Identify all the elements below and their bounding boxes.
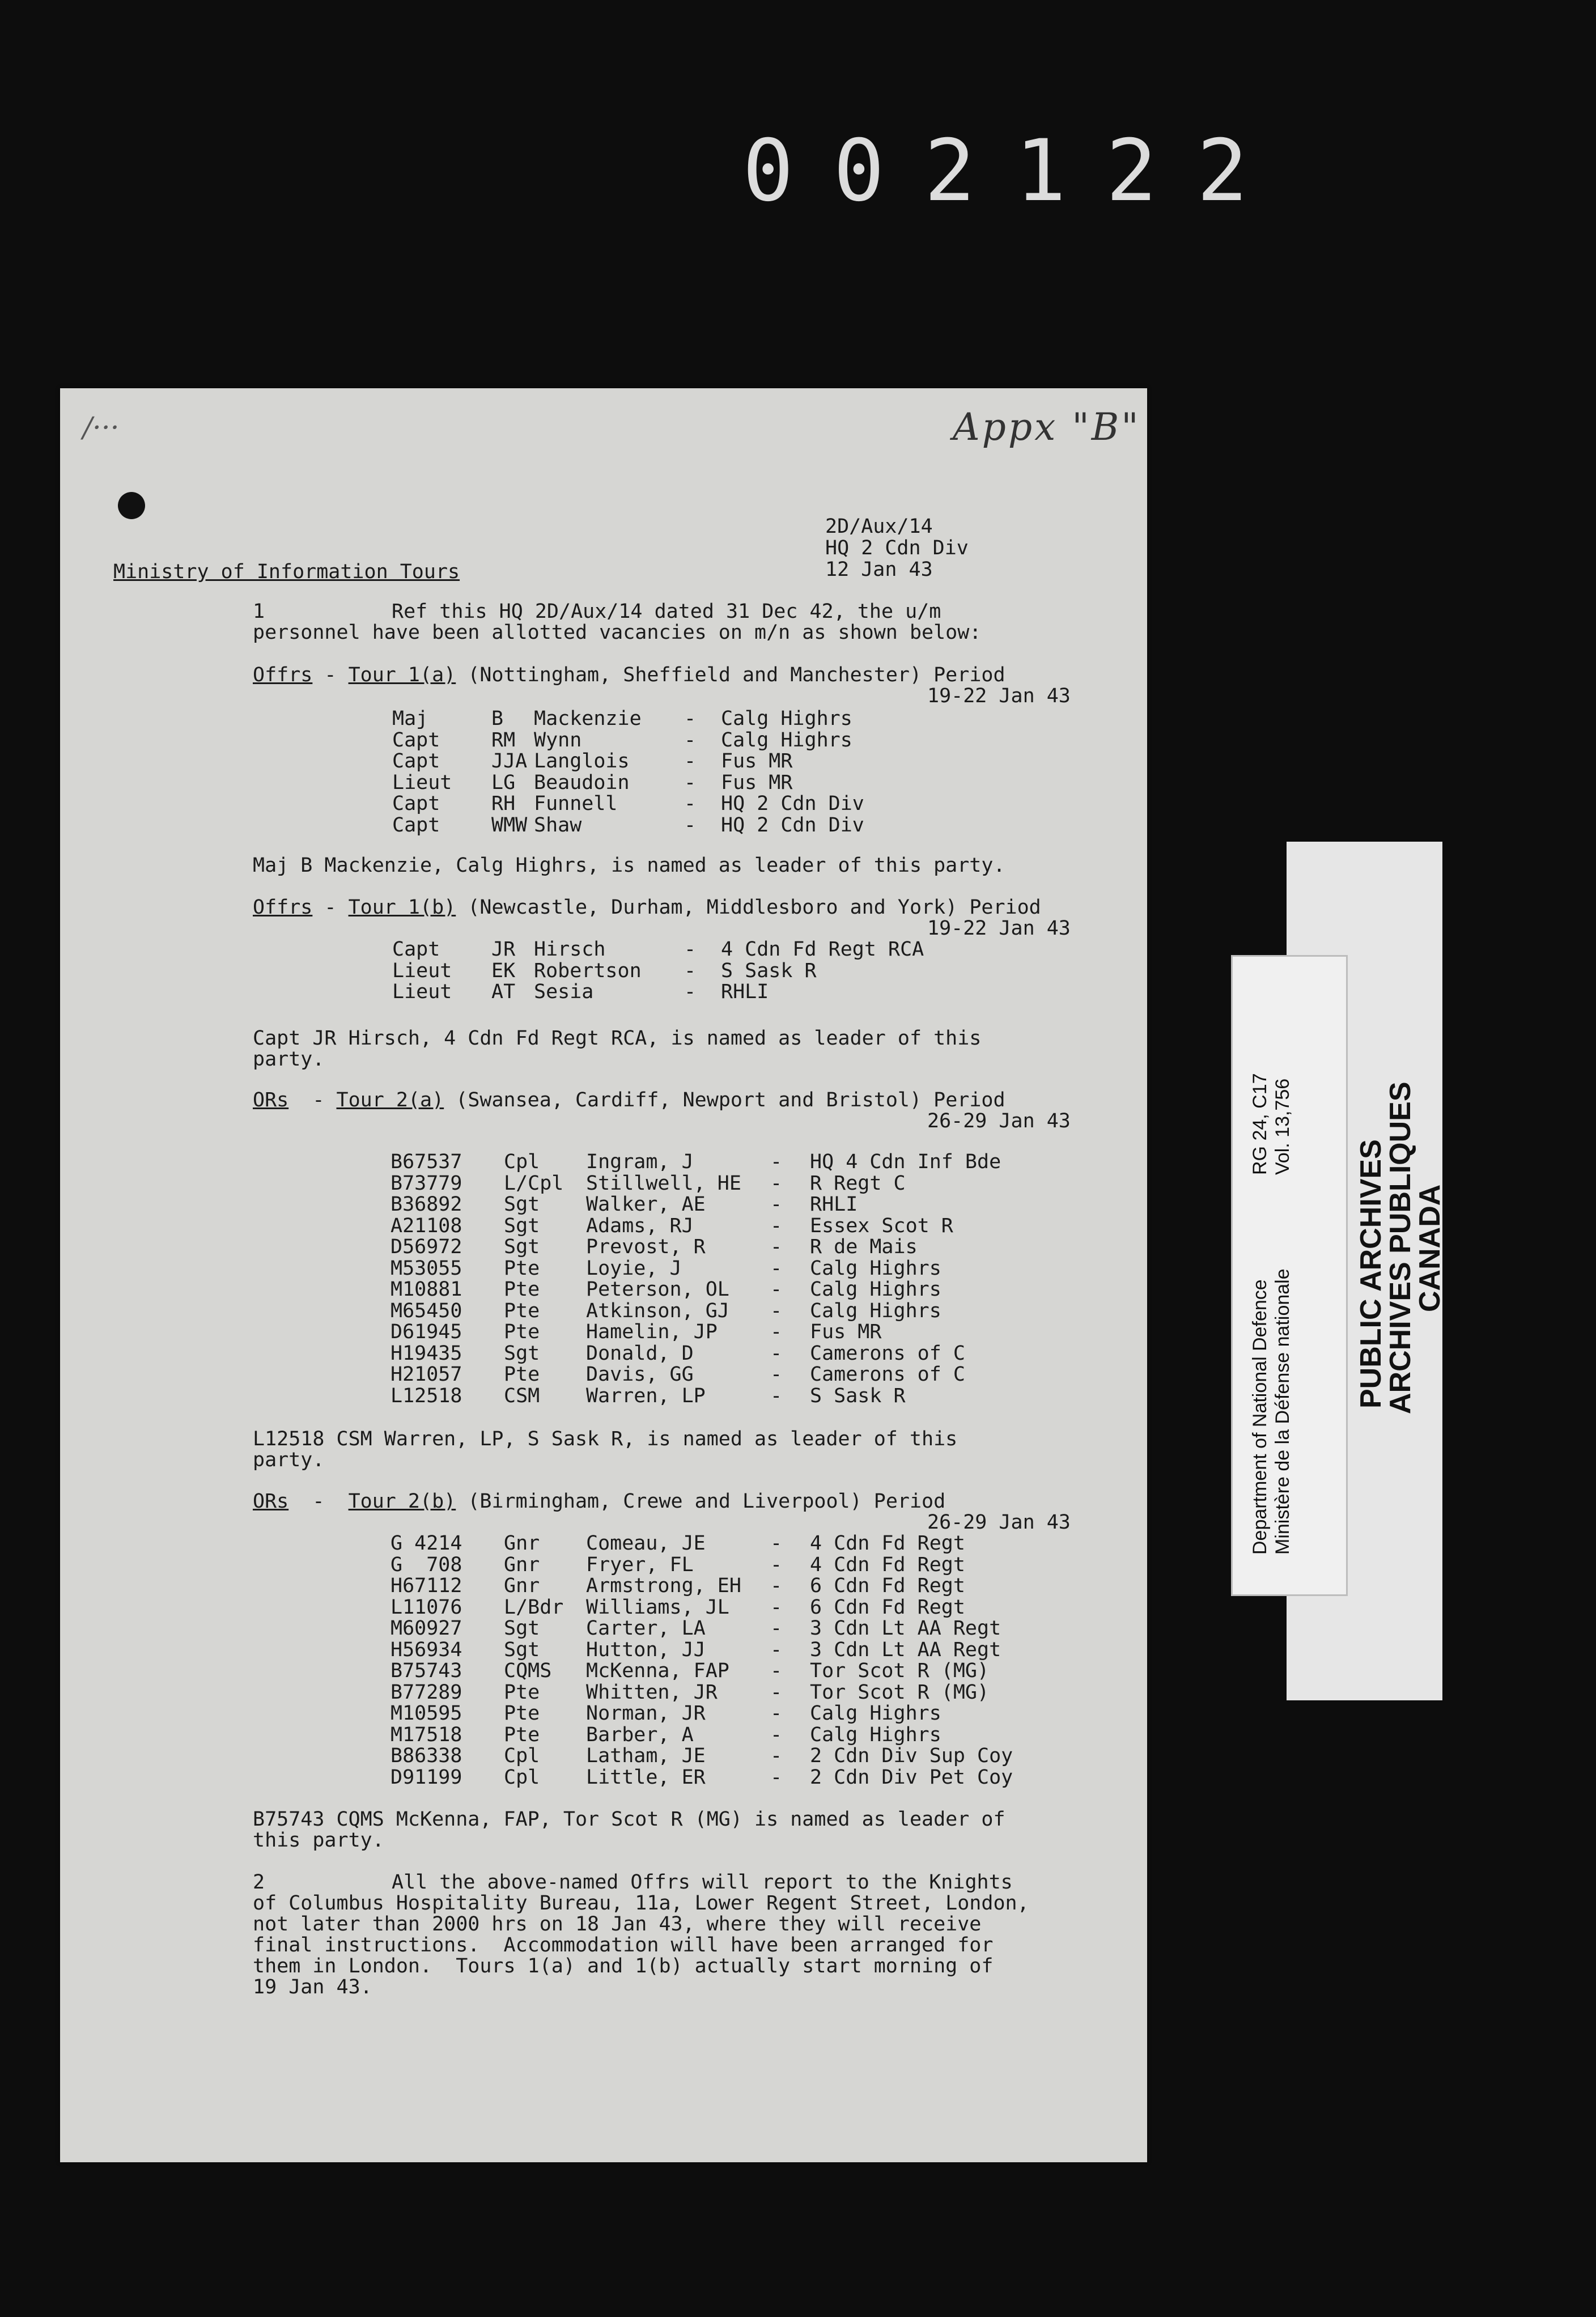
para2-line: not later than 2000 hrs on 18 Jan 43, where they will receive	[253, 1913, 982, 1936]
surname: Langlois	[534, 750, 630, 773]
archive-country: CANADA	[1414, 1184, 1446, 1312]
rank: Capt	[392, 813, 440, 837]
tour2a-category: ORs	[253, 1089, 289, 1111]
tour1a-category: Offrs	[253, 664, 313, 686]
soldier-name: Stillwell, HE	[586, 1172, 741, 1195]
tour2a-leader-line2: party.	[253, 1449, 325, 1471]
initials: EK	[491, 959, 516, 982]
rank: Pte	[504, 1723, 540, 1746]
soldier-name: Prevost, R	[586, 1236, 706, 1258]
unit: Calg Highrs	[810, 1278, 941, 1301]
unit: Calg Highrs	[810, 1702, 941, 1725]
para2-line: 19 Jan 43.	[253, 1976, 372, 1998]
soldier-name: Donald, D	[586, 1342, 694, 1365]
unit: Calg Highrs	[810, 1257, 941, 1280]
rank: Sgt	[504, 1617, 540, 1640]
initials: JJA	[491, 750, 528, 773]
soldier-name: Barber, A	[586, 1723, 694, 1746]
soldier-name: Hamelin, JP	[586, 1321, 718, 1343]
soldier-name: Latham, JE	[586, 1745, 706, 1767]
unit: 3 Cdn Lt AA Regt	[810, 1617, 1001, 1640]
tour1b-dates: 19-22 Jan 43	[927, 917, 1071, 940]
initials: JR	[491, 938, 516, 961]
unit: 4 Cdn Fd Regt RCA	[721, 938, 924, 961]
volume-ref: Vol. 13,756	[1272, 1078, 1293, 1175]
soldier-name: Whitten, JR	[586, 1681, 718, 1704]
punch-hole	[118, 492, 145, 519]
unit: Fus MR	[721, 750, 793, 773]
unit: S Sask R	[810, 1384, 906, 1407]
para2-line: All the above-named Offrs will report to the Knights	[392, 1871, 1013, 1894]
rank: Pte	[504, 1278, 540, 1301]
tour2a-dates: 26-29 Jan 43	[927, 1110, 1071, 1132]
tour2b-leader-line1: B75743 CQMS McKenna, FAP, Tor Scot R (MG) is named as leader of	[253, 1808, 1005, 1831]
rank: Capt	[392, 792, 440, 815]
unit: Tor Scot R (MG)	[810, 1660, 990, 1682]
rank: Capt	[392, 750, 440, 773]
surname: Hirsch	[534, 938, 606, 961]
rank: CSM	[504, 1384, 540, 1407]
unit: HQ 4 Cdn Inf Bde	[810, 1151, 1001, 1173]
soldier-name: Norman, JR	[586, 1702, 706, 1725]
surname: Wynn	[534, 728, 582, 752]
service-number: M10595	[390, 1702, 462, 1725]
rank: L/Cpl	[504, 1172, 564, 1195]
rank: Lieut	[392, 959, 452, 982]
rank: Gnr	[504, 1553, 540, 1576]
service-number: H56934	[390, 1638, 462, 1661]
initials: RH	[491, 792, 516, 815]
unit: HQ 2 Cdn Div	[721, 792, 864, 815]
tour2b-heading: ORs - Tour 2(b) (Birmingham, Crewe and Liverpool) Period	[253, 1490, 946, 1513]
unit: R de Mais	[810, 1236, 918, 1258]
unit: Essex Scot R	[810, 1214, 953, 1237]
unit: 2 Cdn Div Sup Coy	[810, 1745, 1013, 1767]
service-number: B73779	[390, 1172, 462, 1195]
unit: 6 Cdn Fd Regt	[810, 1575, 965, 1597]
issuing-unit: HQ 2 Cdn Div	[825, 537, 969, 559]
unit: HQ 2 Cdn Div	[721, 813, 864, 837]
tour1b-leader-line1: Capt JR Hirsch, 4 Cdn Fd Regt RCA, is named as leader of this	[253, 1027, 982, 1050]
soldier-name: Comeau, JE	[586, 1532, 706, 1555]
unit: R Regt C	[810, 1172, 906, 1195]
soldier-name: Williams, JL	[586, 1595, 729, 1619]
department-en: Department of National Defence	[1249, 1279, 1271, 1555]
soldier-name: Ingram, J	[586, 1151, 694, 1173]
soldier-name: Davis, GG	[586, 1363, 694, 1386]
rank: Sgt	[504, 1342, 540, 1365]
service-number: B75743	[390, 1660, 462, 1682]
tour2b-category: ORs	[253, 1490, 289, 1513]
soldier-name: Armstrong, EH	[586, 1575, 741, 1597]
rank: Pte	[504, 1681, 540, 1704]
rank: Lieut	[392, 981, 452, 1003]
rank: Sgt	[504, 1214, 540, 1237]
para1-line2: personnel have been allotted vacancies on m/n as shown below:	[253, 621, 982, 644]
service-number: M65450	[390, 1299, 462, 1322]
unit: 4 Cdn Fd Regt	[810, 1553, 965, 1576]
rank: Cpl	[504, 1151, 540, 1173]
document-header	[825, 516, 969, 580]
para2-line: final instructions. Accommodation will have been arranged for	[253, 1934, 994, 1957]
tour1b-category: Offrs	[253, 896, 313, 919]
service-number: B86338	[390, 1745, 462, 1767]
tour2a-leader-line1: L12518 CSM Warren, LP, S Sask R, is named as leader of this	[253, 1428, 958, 1450]
service-number: G 708	[390, 1553, 462, 1576]
unit: Fus MR	[721, 771, 793, 794]
service-number: G 4214	[390, 1532, 462, 1555]
service-number: A21108	[390, 1214, 462, 1237]
unit: RHLI	[810, 1193, 858, 1216]
tour2b-name: Tour 2(b)	[348, 1490, 456, 1513]
tour2a-heading: ORs - Tour 2(a) (Swansea, Cardiff, Newport and Bristol) Period	[253, 1089, 1005, 1111]
initials: WMW	[491, 813, 528, 837]
service-number: M60927	[390, 1617, 462, 1640]
rank: Sgt	[504, 1236, 540, 1258]
document-page: /··· Appx "B" 2D/Aux/14 HQ 2 Cdn Div 12 Jan 43 Ministry of Information Tours 1 Ref this HQ 2D/Aux/14 dated 31 Dec 42, the u/m personnel have been allotted vacancies on m/n as shown below: Offrs - Tour 1(a) (Nottingham, Sheffield and Manchester) Period 19-22 Jan 43 Maj B Mackenzie - Calg Highrs Capt RM Wynn - Calg Highrs Capt JJA Langlois - Fus MR Lieut LG Beaudoin - Fus MR Capt RH Funnell - HQ 2 Cdn Div Capt WMW Shaw - HQ 2 Cdn Div Maj B Mackenzie, Calg Highrs, is named as leader of this party. Offrs - Tour 1(b) (Newcastle, Durham, Middlesboro and York) Period 19-22 Jan 43 Capt JR Hirsch - 4 Cdn Fd Regt RCA Lieut EK Robertson - S Sask R Lieut AT Sesia - RHLI Capt JR Hirsch, 4 Cdn Fd Regt RCA, is named as leader of this party. ORs - Tour 2(a) (Swansea, Cardiff, Newport and Bristol) Period 26-29 Jan 43 B67537 Cpl Ingram, J - HQ 4 Cdn Inf Bde B73779 L/Cpl Stillwell, HE - R Regt C B36892 Sgt Walker, AE - RHLI A21108 Sgt Adams, RJ - Essex Scot R D56972 Sgt Prevost, R - R de Mais M53055 Pte Loyie, J - Calg Highrs M10881 Pte Peterson, OL - Calg Highrs M65450 Pte Atkinson, GJ - Calg Highrs D61945 Pte Hamelin, JP - Fus MR H19435 Sgt Donald, D - Camerons of C H21057 Pte Davis, GG - Camerons of C L12518 CSM Warren, LP - S Sask R L12518 CSM Warren, LP, S Sask R, is named as leader of this party. ORs - Tour 2(b) (Birmingham, Crewe and Liverpool) Period 26-29 Jan 43 G 4214 Gnr Comeau, JE - 4 Cdn Fd Regt G 708 Gnr Fryer, FL - 4 Cdn Fd Regt H67112 Gnr Armstrong, EH - 6 Cdn Fd Regt L11076 L/Bdr Williams, JL - 6 Cdn Fd Regt M60927 Sgt Carter, LA - 3 Cdn Lt AA Regt H56934 Sgt Hutton, JJ - 3 Cdn Lt AA Regt B75743 CQMS McKenna, FAP - Tor Scot R (MG) B77289 Pte Whitten, JR - Tor Scot R (MG) M10595 Pte Norman, JR - Calg Highrs M17518 Pte Barber, A - Calg Highrs B86338 Cpl Latham, JE - 2 Cdn Div Sup Coy D91199 Cpl Little, ER - 2 Cdn Div Pet Coy B75743 CQMS McKenna, FAP, Tor Scot R (MG) is named as leader of this party. 2 All the above-named Offrs will report to the Knights of Columbus Hospitality Bureau, 11a, Lower Regent Street, London, not later than 2000 hrs on 18 Jan 43, where they will receive final instructions. Accommodation will have been arranged for them in London. Tours 1(a) and 1(b) actually start morning of 19 Jan 43.	[60, 388, 1147, 2162]
service-number: M17518	[390, 1723, 462, 1746]
rank: Pte	[504, 1299, 540, 1322]
page-stamp-number: 002122	[742, 122, 1288, 220]
unit: Camerons of C	[810, 1363, 965, 1386]
record-group-ref: RG 24, C17	[1249, 1073, 1271, 1175]
surname: Shaw	[534, 813, 582, 837]
unit: Camerons of C	[810, 1342, 965, 1365]
soldier-name: Carter, LA	[586, 1617, 706, 1640]
rank: Pte	[504, 1257, 540, 1280]
soldier-name: Walker, AE	[586, 1193, 706, 1216]
rank: CQMS	[504, 1660, 552, 1682]
rank: L/Bdr	[504, 1595, 564, 1619]
tour1b-desc: (Newcastle, Durham, Middlesboro and York) Period	[468, 896, 1041, 919]
corner-mark: /···	[83, 411, 120, 444]
tour1a-heading: Offrs - Tour 1(a) (Nottingham, Sheffield and Manchester) Period	[253, 664, 1005, 686]
initials: LG	[491, 771, 516, 794]
document-title: Ministry of Information Tours	[113, 561, 460, 583]
initials: B	[491, 707, 504, 730]
tour2a-name: Tour 2(a)	[336, 1089, 444, 1111]
soldier-name: Hutton, JJ	[586, 1638, 706, 1661]
archive-name-fr: ARCHIVES PUBLIQUES	[1384, 1081, 1417, 1414]
document-date: 12 Jan 43	[825, 558, 933, 581]
para1-number: 1	[253, 600, 265, 623]
unit: 2 Cdn Div Pet Coy	[810, 1766, 1013, 1789]
service-number: M53055	[390, 1257, 462, 1280]
service-number: B36892	[390, 1193, 462, 1216]
soldier-name: Adams, RJ	[586, 1214, 694, 1237]
rank: Sgt	[504, 1193, 540, 1216]
surname: Robertson	[534, 959, 642, 982]
tour2b-leader-line2: this party.	[253, 1829, 384, 1852]
file-reference: 2D/Aux/14	[825, 515, 933, 538]
surname: Sesia	[534, 981, 594, 1003]
tour1a-desc: (Nottingham, Sheffield and Manchester) Period	[468, 664, 1005, 686]
service-number: L12518	[390, 1384, 462, 1407]
rank: Pte	[504, 1702, 540, 1725]
unit: Calg Highrs	[721, 728, 852, 752]
para2-number: 2	[253, 1871, 265, 1894]
soldier-name: Warren, LP	[586, 1384, 706, 1407]
initials: RM	[491, 728, 516, 752]
tour2b-dates: 26-29 Jan 43	[927, 1511, 1071, 1534]
surname: Beaudoin	[534, 771, 630, 794]
surname: Funnell	[534, 792, 618, 815]
rank: Gnr	[504, 1532, 540, 1555]
department-fr: Ministère de la Défense nationale	[1272, 1268, 1293, 1555]
para2-line: them in London. Tours 1(a) and 1(b) actually start morning of	[253, 1955, 994, 1977]
rank: Sgt	[504, 1638, 540, 1661]
unit: Fus MR	[810, 1321, 882, 1343]
unit: RHLI	[721, 981, 769, 1003]
soldier-name: Little, ER	[586, 1766, 706, 1789]
rank: Cpl	[504, 1766, 540, 1789]
tour2b-desc: (Birmingham, Crewe and Liverpool) Period	[468, 1490, 946, 1513]
rank: Pte	[504, 1363, 540, 1386]
unit: 6 Cdn Fd Regt	[810, 1595, 965, 1619]
unit: S Sask R	[721, 959, 817, 982]
rank: Capt	[392, 728, 440, 752]
archive-label-front	[1231, 955, 1348, 1596]
archive-name-en: PUBLIC ARCHIVES	[1355, 1139, 1387, 1408]
service-number: B67537	[390, 1151, 462, 1173]
service-number: M10881	[390, 1278, 462, 1301]
unit: 3 Cdn Lt AA Regt	[810, 1638, 1001, 1661]
initials: AT	[491, 981, 516, 1003]
surname: Mackenzie	[534, 707, 642, 730]
service-number: B77289	[390, 1681, 462, 1704]
rank: Capt	[392, 938, 440, 961]
service-number: D61945	[390, 1321, 462, 1343]
unit: Calg Highrs	[810, 1299, 941, 1322]
para1-line1: Ref this HQ 2D/Aux/14 dated 31 Dec 42, the u/m	[392, 600, 941, 623]
unit: Calg Highrs	[721, 707, 852, 730]
soldier-name: McKenna, FAP	[586, 1660, 729, 1682]
soldier-name: Loyie, J	[586, 1257, 682, 1280]
tour1a-dates: 19-22 Jan 43	[927, 685, 1071, 707]
rank: Pte	[504, 1321, 540, 1343]
tour1b-heading: Offrs - Tour 1(b) (Newcastle, Durham, Middlesboro and York) Period	[253, 896, 1041, 919]
tour1b-leader-line2: party.	[253, 1048, 325, 1071]
soldier-name: Fryer, FL	[586, 1553, 694, 1576]
unit: Tor Scot R (MG)	[810, 1681, 990, 1704]
tour1b-name: Tour 1(b)	[348, 896, 456, 919]
rank: Cpl	[504, 1745, 540, 1767]
service-number: H19435	[390, 1342, 462, 1365]
tour1a-leader: Maj B Mackenzie, Calg Highrs, is named as leader of this party.	[253, 854, 1005, 877]
soldier-name: Atkinson, GJ	[586, 1299, 729, 1322]
unit: 4 Cdn Fd Regt	[810, 1532, 965, 1555]
tour1a-name: Tour 1(a)	[348, 664, 456, 686]
service-number: H67112	[390, 1575, 462, 1597]
handwritten-appendix: Appx "B"	[953, 405, 1141, 449]
tour2a-desc: (Swansea, Cardiff, Newport and Bristol) Period	[456, 1089, 1005, 1111]
unit: Calg Highrs	[810, 1723, 941, 1746]
para2-line: of Columbus Hospitality Bureau, 11a, Lower Regent Street, London,	[253, 1892, 1029, 1915]
rank: Gnr	[504, 1575, 540, 1597]
rank: Maj	[392, 707, 428, 730]
service-number: D56972	[390, 1236, 462, 1258]
service-number: H21057	[390, 1363, 462, 1386]
soldier-name: Peterson, OL	[586, 1278, 729, 1301]
service-number: D91199	[390, 1766, 462, 1789]
service-number: L11076	[390, 1595, 462, 1619]
rank: Lieut	[392, 771, 452, 794]
